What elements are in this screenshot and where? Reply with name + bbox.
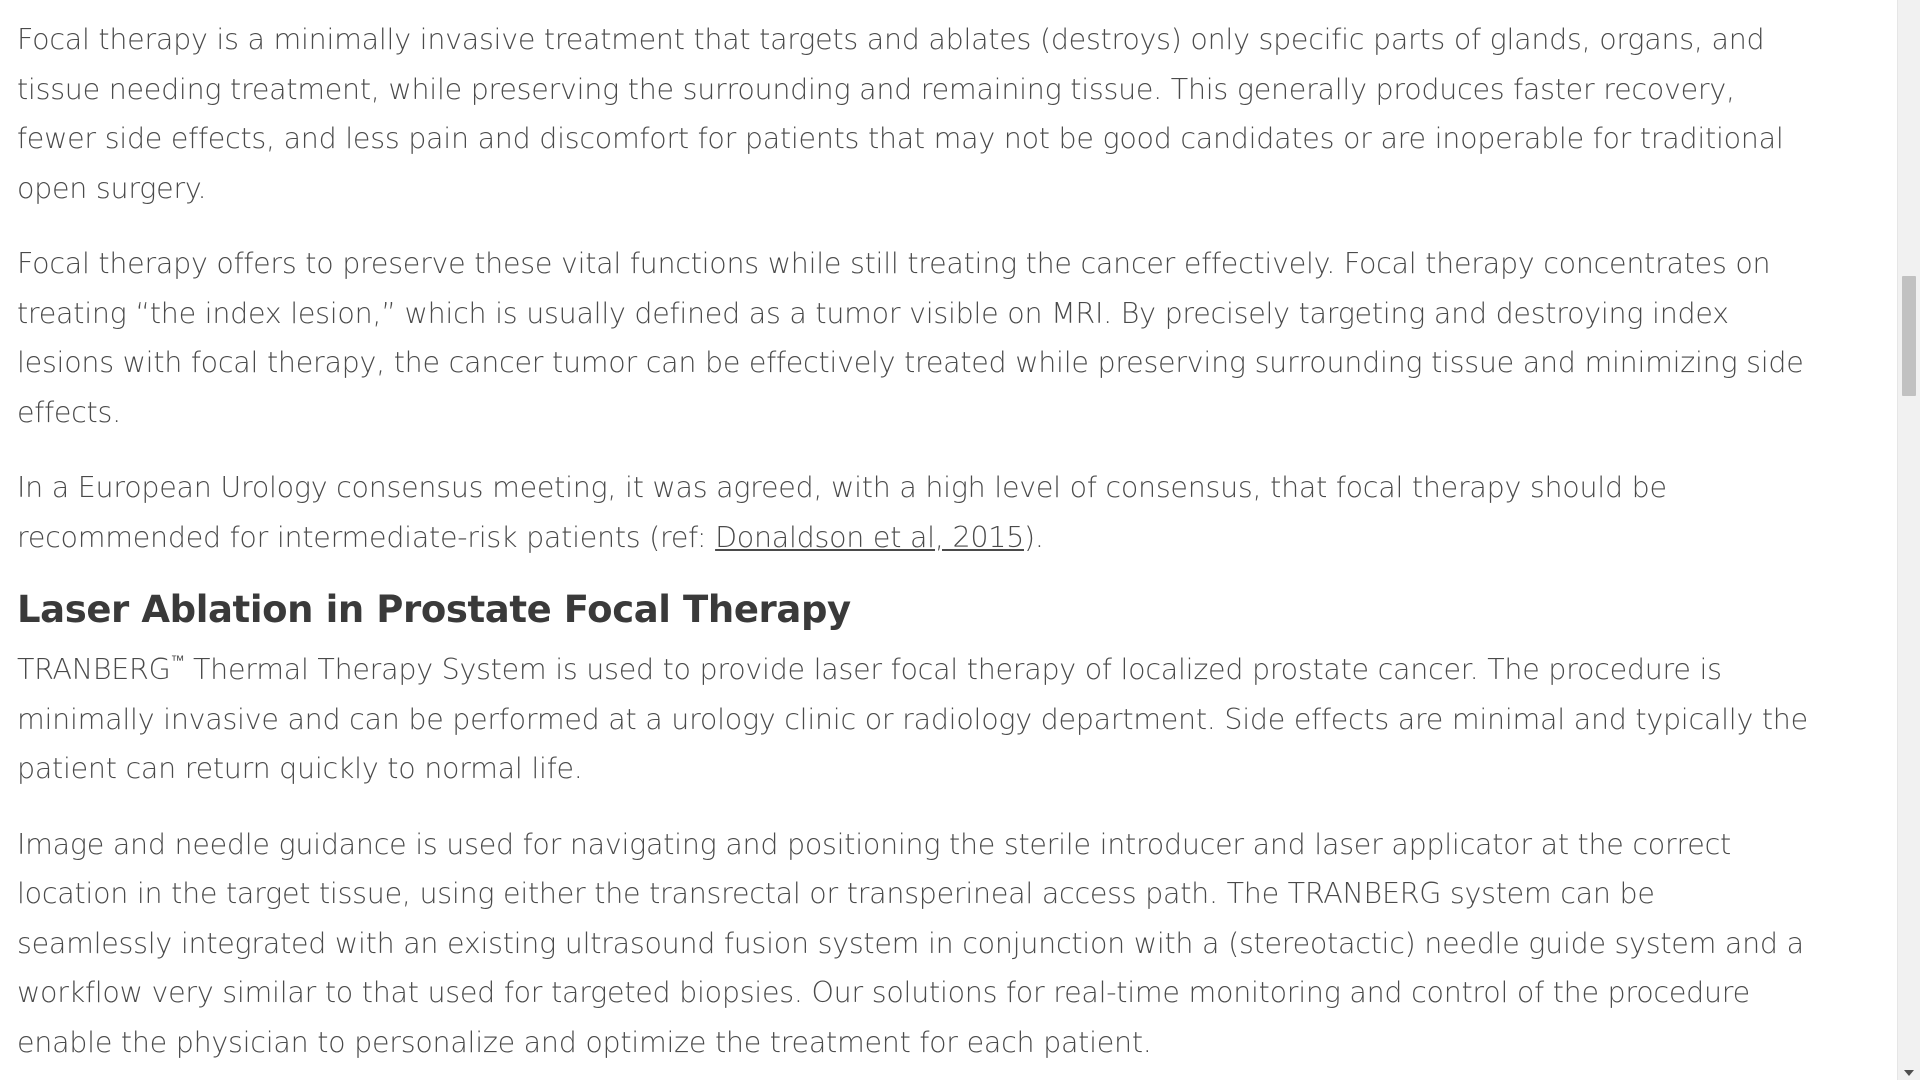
consensus-text: In a European Urology consensus meeting, it was agreed, with a high level of consensus, that focal therapy should be recommended for intermediate-risk patients (ref:: [17, 471, 1667, 554]
section-heading-laser-ablation: Laser Ablation in Prostate Focal Therapy: [17, 588, 851, 631]
brand-name: TRANBERG: [17, 653, 171, 686]
consensus-text-end: ).: [1023, 520, 1044, 554]
article-content: [17, 15, 1817, 1080]
scrollbar-thumb[interactable]: [1902, 276, 1916, 396]
paragraph-image-needle-guidance: Image and needle guidance is used for navigating and positioning the sterile introducer and laser applicator at the correct location in the target tissue, using either the transrectal or transperineal access path. The TRANBERG system can be seamlessly integrated with an existing ultrasound fusion system in conjunction with a (stereotactic) needle guide system and a workflow very similar to that used for targeted biopsies. Our solutions for real-time monitoring and control of the procedure enable the physician to personalize and optimize the treatment for each patient.: [17, 827, 1804, 1059]
tranberg-description: Thermal Therapy System is used to provide laser focal therapy of localized prostate cancer. The procedure is minimally invasive and can be performed at a urology clinic or radiology department. Side effects are minimal and typically the patient can return quickly to normal life.: [17, 653, 1808, 785]
vertical-scrollbar[interactable]: [1897, 0, 1920, 1080]
trademark-symbol: ™: [170, 652, 185, 669]
paragraph-focal-therapy-intro: Focal therapy is a minimally invasive treatment that targets and ablates (destroys) only specific parts of glands, organs, and tissue needing treatment, while preserving the surrounding and remaining tissue. This generally produces faster recovery, fewer side effects, and less pain and discomfort for patients that may not be good candidates or are inoperable for traditional open surgery.: [17, 23, 1784, 205]
paragraph-tranberg-system: [17, 645, 1817, 794]
scroll-down-arrow-icon[interactable]: [1904, 1070, 1914, 1076]
paragraph-focal-therapy-index-lesion: Focal therapy offers to preserve these vital functions while still treating the cancer effectively. Focal therapy concentrates on treating “the index lesion,” which is usually defined as a tumor visible on MRI. By precisely targeting and destroying index lesions with focal therapy, the cancer tumor can be effectively treated while preserving surrounding tissue and minimizing side effects.: [17, 247, 1804, 429]
reference-link-donaldson[interactable]: Donaldson et al, 2015: [715, 520, 1024, 554]
paragraph-consensus: [17, 463, 1817, 562]
